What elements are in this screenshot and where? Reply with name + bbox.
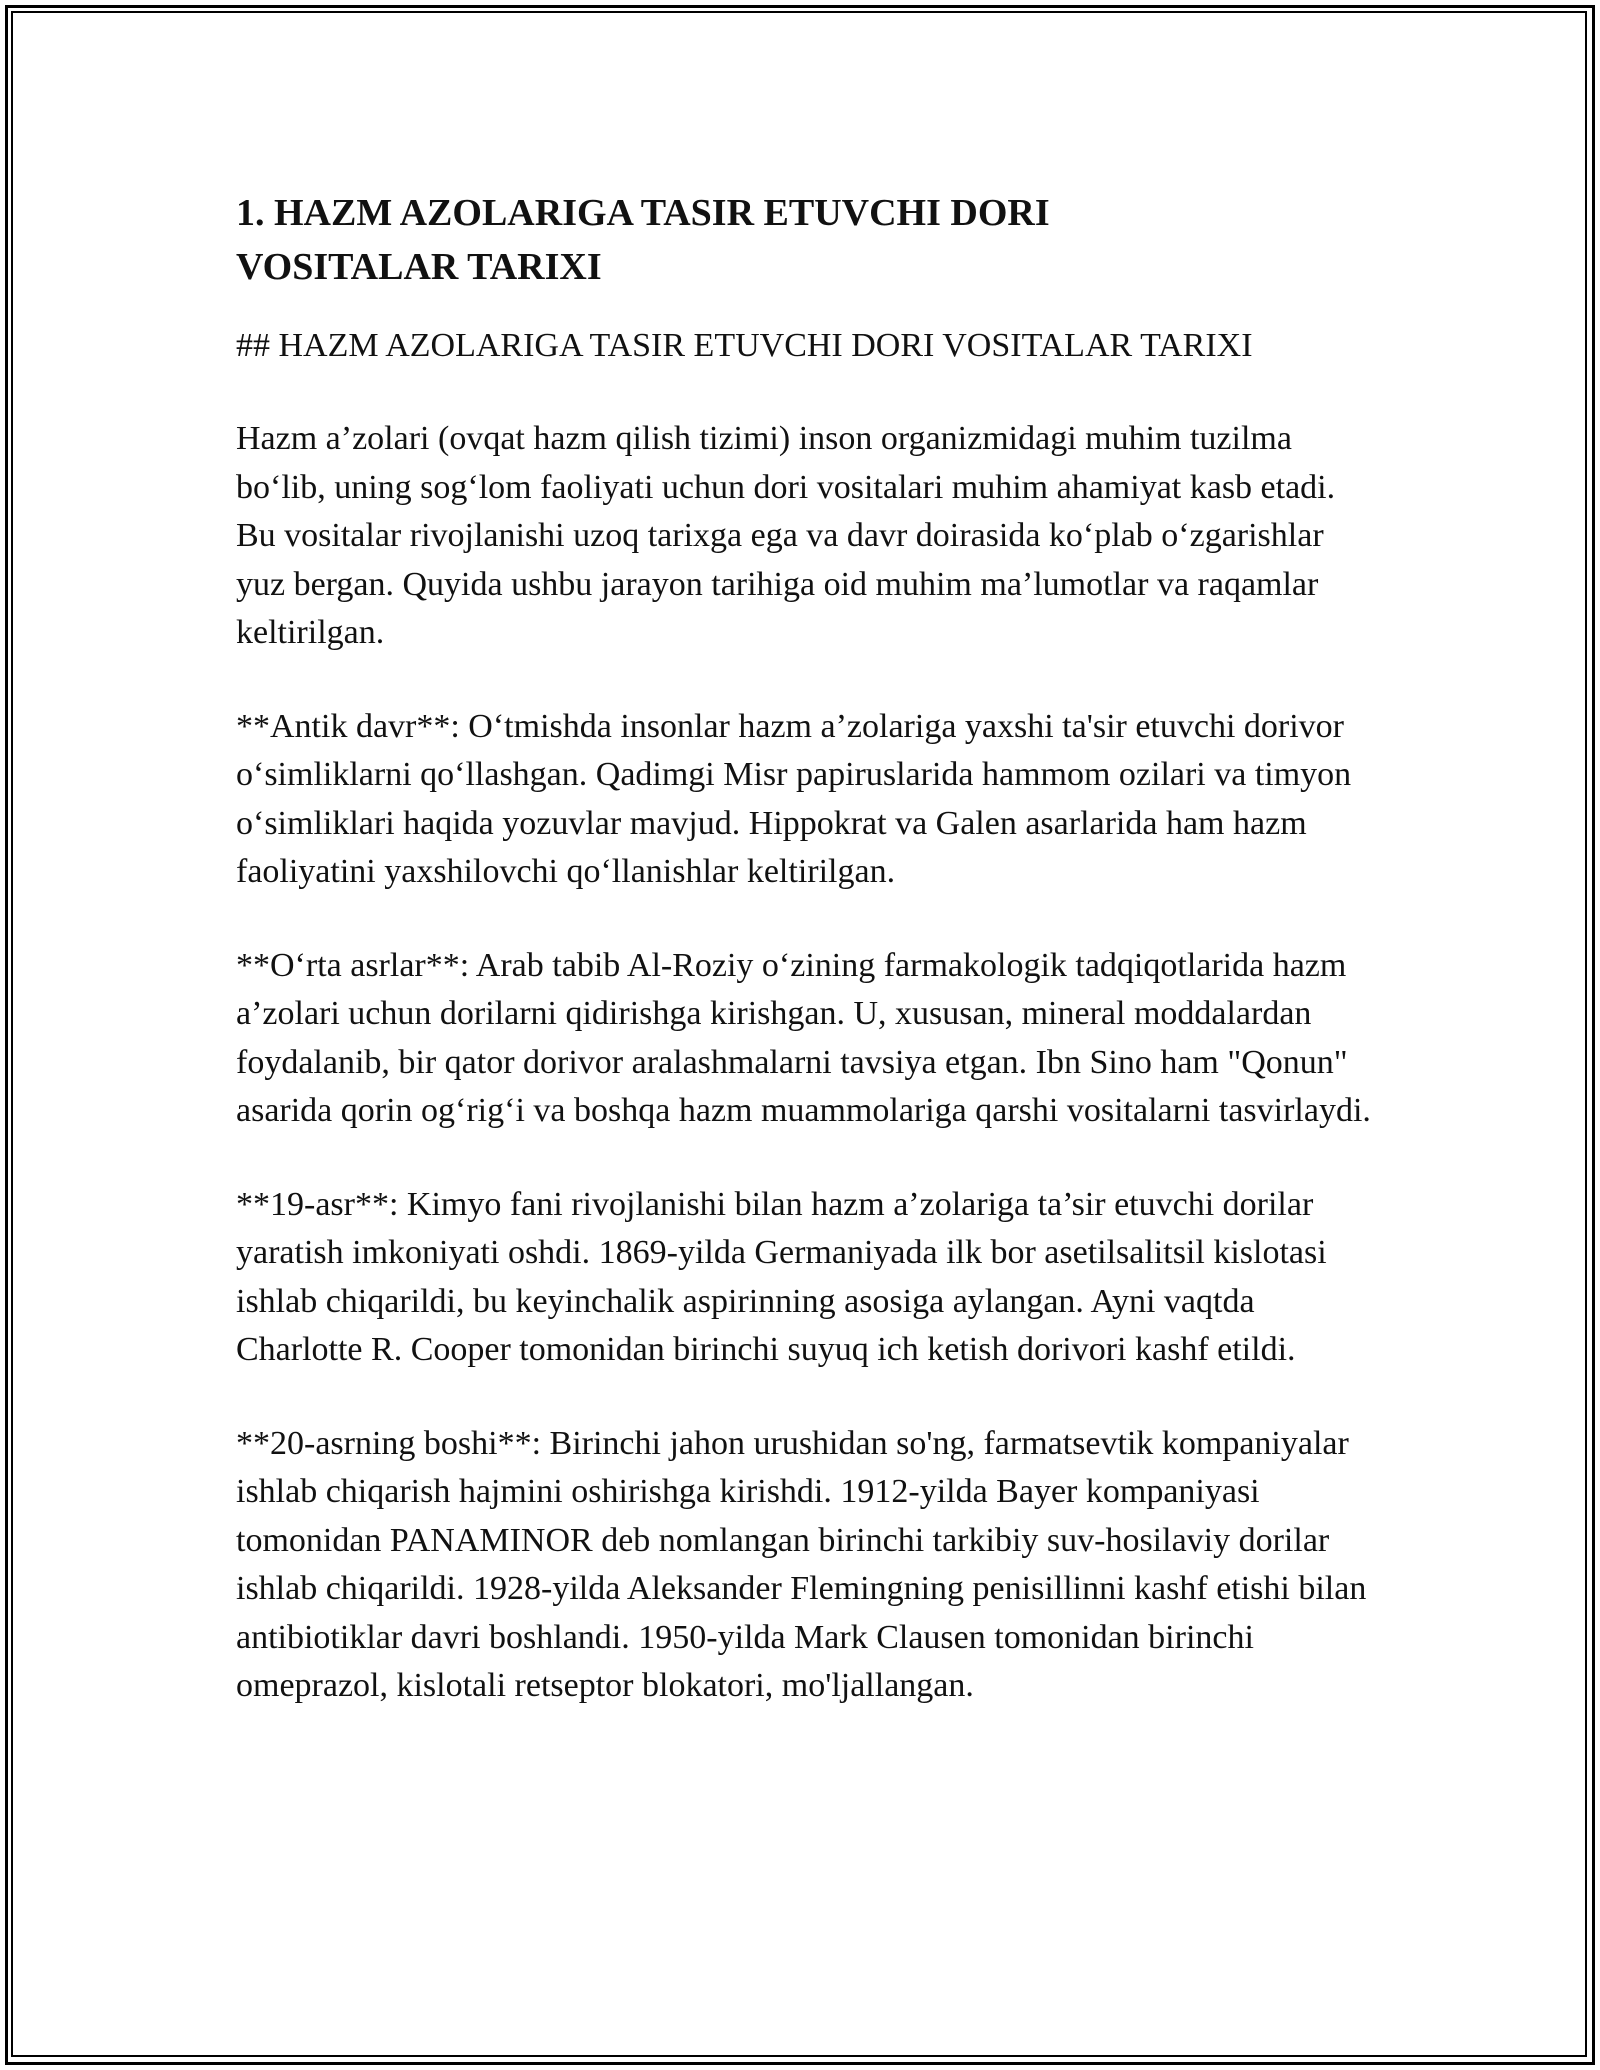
paragraph-20-asr-boshi: **20-asrning boshi**: Birinchi jahon urushidan so'ng, farmatsevtik kompaniyalar ishlab chiqarish hajmini oshirishga kirishdi. 1912-yilda Bayer kompaniyasi tomonidan PANAMINOR deb nomlangan birinchi tarkibiy suv-hosilaviy dorilar ishlab chiqarildi. 1928-yilda Aleksander Flemingning penisillinni kashf etishi bilan antibiotiklar davri boshlandi. 1950-yilda Mark Clausen tomonidan birinchi omeprazol, kislotali retseptor blokatori, mo'ljallangan. — [236, 1424, 1367, 1704]
paragraph-19-asr: **19-asr**: Kimyo fani rivojlanishi bilan hazm a’zolariga ta’sir etuvchi dorilar yaratish imkoniyati oshdi. 1869-yilda Germaniyada ilk bor asetilsalitsil kislotasi ishlab chiqarildi, bu keyinchalik aspirinning asosiga aylangan. Ayni vaqtda Charlotte R. Cooper tomonidan birinchi suyuq ich ketish dorivori kashf etildi. — [236, 1185, 1327, 1368]
paragraph-antik-davr: **Antik davr**: O‘tmishda insonlar hazm a’zolariga yaxshi ta'sir etuvchi dorivor o‘simliklarni qo‘llashgan. Qadimgi Misr papiruslarida hammom ozilari va timyon o‘simliklari haqida yozuvlar mavjud. Hippokrat va Galen asarlarida ham hazm faoliyatini yaxshilovchi qo‘llanishlar keltirilgan. — [236, 707, 1352, 890]
page-title: 1. HAZM AZOLARIGA TASIR ETUVCHI DORI VOSITALAR TARIXI — [236, 192, 1050, 288]
paragraph-orta-asrlar: **O‘rta asrlar**: Arab tabib Al-Roziy o‘zining farmakologik tadqiqotlarida hazm a’zolari uchun dorilarni qidirishga kirishgan. U, xususan, mineral moddalardan foydalanib, bir qator dorivor aralashmalarni tavsiya etgan. Ibn Sino ham "Qonun" asarida qorin og‘rig‘i va boshqa hazm muammolariga qarshi vositalarni tasvirlaydi. — [236, 946, 1371, 1129]
section-subheading: ## HAZM AZOLARIGA TASIR ETUVCHI DORI VOSITALAR TARIXI — [236, 327, 1253, 364]
document-body — [236, 186, 1376, 1711]
paragraph-intro: Hazm a’zolari (ovqat hazm qilish tizimi) inson organizmidagi muhim tuzilma bo‘lib, uning sog‘lom faoliyati uchun dori vositalari muhim ahamiyat kasb etadi. Bu vositalar rivojlanishi uzoq tarixga ega va davr doirasida ko‘plab o‘zgarishlar yuz bergan. Quyida ushbu jarayon tarihiga oid muhim ma’lumotlar va raqamlar keltirilgan. — [236, 420, 1336, 651]
